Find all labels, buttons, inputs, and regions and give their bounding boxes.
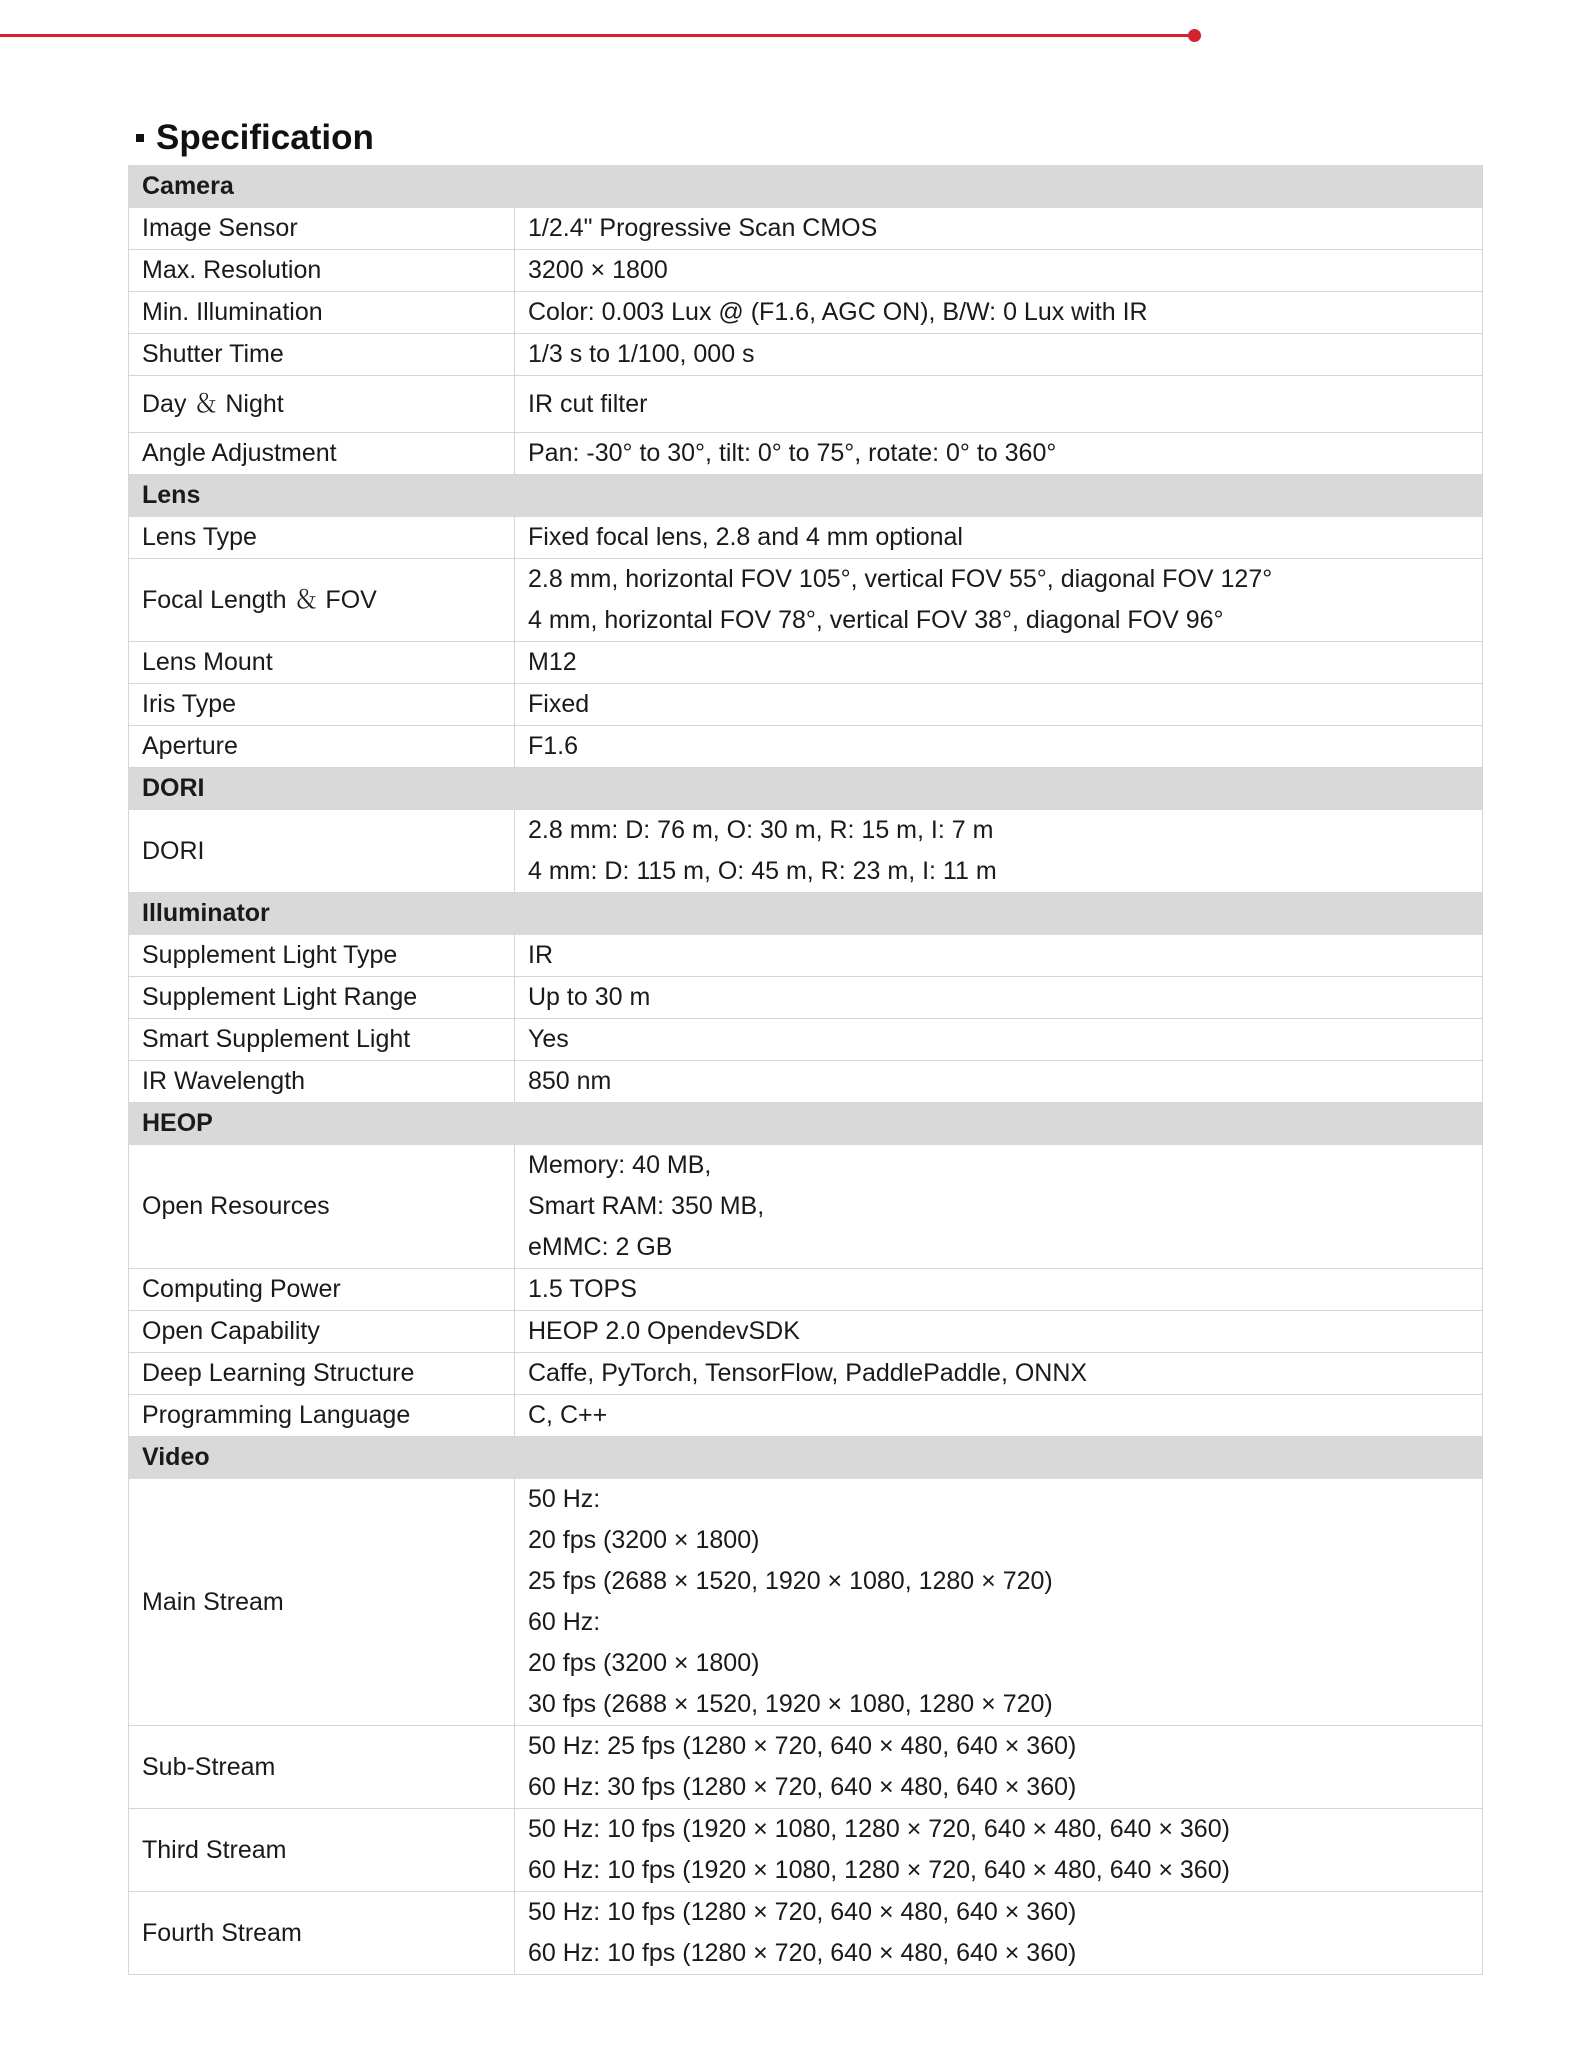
spec-value [515,292,1483,334]
header-rule [0,34,1196,37]
spec-label: Third Stream [129,1809,515,1892]
spec-row [129,1395,1483,1437]
spec-label: IR Wavelength [129,1061,515,1103]
spec-row [129,1892,1483,1975]
page-title-text: Specification [156,118,374,157]
spec-label: Smart Supplement Light [129,1019,515,1061]
spec-row [129,1726,1483,1809]
spec-value-line: 1/2.4" Progressive Scan CMOS [528,214,878,242]
spec-row [129,517,1483,559]
spec-row [129,250,1483,292]
spec-value-line: 1/3 s to 1/100, 000 s [528,340,755,368]
spec-row [129,334,1483,376]
spec-row [129,292,1483,334]
spec-value [515,1145,1483,1269]
spec-value-line: C, C++ [528,1401,608,1429]
spec-label: Programming Language [129,1395,515,1437]
spec-label: Focal Length ＆ FOV [129,559,515,642]
spec-value-line: 850 nm [528,1067,612,1095]
spec-label: Angle Adjustment [129,433,515,475]
spec-value [515,642,1483,684]
spec-value [515,726,1483,768]
spec-value-line: 60 Hz: 30 fps (1280 × 720, 640 × 480, 640 × 360) [528,1773,1077,1801]
spec-label: Lens Mount [129,642,515,684]
spec-value-line: Up to 30 m [528,983,651,1011]
spec-row [129,208,1483,250]
section-header-row [129,1437,1483,1479]
spec-value-line: Fixed [528,690,590,718]
spec-value-line: 2.8 mm, horizontal FOV 105°, vertical FOV 55°, diagonal FOV 127° [528,565,1273,593]
spec-row [129,1311,1483,1353]
section-header-row [129,166,1483,208]
spec-label: Lens Type [129,517,515,559]
spec-table-body [129,166,1483,1975]
spec-value-line: 25 fps (2688 × 1520, 1920 × 1080, 1280 × 720) [528,1567,1053,1595]
spec-label: Fourth Stream [129,1892,515,1975]
spec-label: Iris Type [129,684,515,726]
spec-label: Sub-Stream [129,1726,515,1809]
section-title: Lens [129,475,1483,517]
header-rule-dot [1188,29,1201,42]
spec-value [515,1269,1483,1311]
bullet-icon [136,134,144,142]
spec-value-line: IR [528,941,553,969]
spec-label: Supplement Light Type [129,935,515,977]
spec-value-line: 60 Hz: 10 fps (1280 × 720, 640 × 480, 640 × 360) [528,1939,1077,1967]
spec-row [129,559,1483,642]
spec-value-line: IR cut filter [528,389,648,418]
spec-value [515,1019,1483,1061]
section-title: Camera [129,166,1483,208]
spec-value-line: 4 mm: D: 115 m, O: 45 m, R: 23 m, I: 11 m [528,857,997,885]
section-title: Illuminator [129,893,1483,935]
spec-row [129,1809,1483,1892]
spec-value [515,977,1483,1019]
spec-row [129,1019,1483,1061]
spec-row [129,1479,1483,1726]
spec-label: Aperture [129,726,515,768]
spec-value [515,935,1483,977]
spec-value-line: 3200 × 1800 [528,256,668,284]
spec-row [129,810,1483,893]
spec-value [515,1479,1483,1726]
spec-row [129,684,1483,726]
spec-value [515,1061,1483,1103]
spec-label: Min. Illumination [129,292,515,334]
spec-label: Open Resources [129,1145,515,1269]
page-title [136,118,374,158]
spec-value-line: 60 Hz: 10 fps (1920 × 1080, 1280 × 720, 640 × 480, 640 × 360) [528,1856,1230,1884]
spec-value [515,250,1483,292]
spec-value-line: 20 fps (3200 × 1800) [528,1649,760,1677]
spec-label: Main Stream [129,1479,515,1726]
spec-value-line: 60 Hz: [528,1608,601,1636]
spec-value [515,684,1483,726]
spec-row [129,1269,1483,1311]
spec-value-line: Color: 0.003 Lux @ (F1.6, AGC ON), B/W: 0 Lux with IR [528,298,1148,326]
spec-value [515,1311,1483,1353]
spec-value-line: Memory: 40 MB, [528,1151,712,1179]
section-header-row [129,893,1483,935]
spec-row [129,1145,1483,1269]
spec-value [515,1353,1483,1395]
spec-value-line: 20 fps (3200 × 1800) [528,1526,760,1554]
spec-value [515,810,1483,893]
spec-row [129,1061,1483,1103]
spec-label: Deep Learning Structure [129,1353,515,1395]
spec-row [129,376,1483,433]
spec-value-line: 50 Hz: [528,1485,601,1513]
spec-value [515,334,1483,376]
spec-value-line: Pan: -30° to 30°, tilt: 0° to 75°, rotate: 0° to 360° [528,439,1057,467]
spec-value [515,376,1483,433]
section-header-row [129,768,1483,810]
spec-label: Open Capability [129,1311,515,1353]
spec-value-line: 4 mm, horizontal FOV 78°, vertical FOV 38°, diagonal FOV 96° [528,606,1224,634]
spec-value-line: Fixed focal lens, 2.8 and 4 mm optional [528,523,963,551]
spec-value-line: 50 Hz: 25 fps (1280 × 720, 640 × 480, 640 × 360) [528,1732,1077,1760]
spec-value-line: Smart RAM: 350 MB, [528,1192,765,1220]
spec-value-line: HEOP 2.0 OpendevSDK [528,1317,800,1345]
spec-value-line: F1.6 [528,732,579,760]
spec-value [515,1809,1483,1892]
spec-value [515,517,1483,559]
spec-value [515,1892,1483,1975]
spec-row [129,977,1483,1019]
spec-value [515,1395,1483,1437]
spec-row [129,726,1483,768]
section-title: DORI [129,768,1483,810]
spec-value-line: M12 [528,648,577,676]
spec-value-line: 50 Hz: 10 fps (1920 × 1080, 1280 × 720, 640 × 480, 640 × 360) [528,1815,1230,1843]
spec-value-line: 30 fps (2688 × 1520, 1920 × 1080, 1280 × 720) [528,1690,1053,1718]
spec-label: Image Sensor [129,208,515,250]
section-header-row [129,475,1483,517]
spec-value-line: Caffe, PyTorch, TensorFlow, PaddlePaddle, ONNX [528,1359,1088,1387]
spec-label: Computing Power [129,1269,515,1311]
spec-row [129,433,1483,475]
spec-value-line: 1.5 TOPS [528,1275,637,1303]
spec-value-line: 2.8 mm: D: 76 m, O: 30 m, R: 15 m, I: 7 m [528,816,994,844]
spec-value [515,208,1483,250]
section-title: HEOP [129,1103,1483,1145]
spec-label: Max. Resolution [129,250,515,292]
spec-row [129,1353,1483,1395]
spec-value [515,1726,1483,1809]
spec-value-line: 50 Hz: 10 fps (1280 × 720, 640 × 480, 640 × 360) [528,1898,1077,1926]
spec-label: DORI [129,810,515,893]
spec-value-line: Yes [528,1025,569,1053]
spec-table [128,165,1483,1975]
section-title: Video [129,1437,1483,1479]
spec-value [515,559,1483,642]
spec-label: Shutter Time [129,334,515,376]
spec-label: Supplement Light Range [129,977,515,1019]
spec-value-line: eMMC: 2 GB [528,1233,673,1261]
spec-row [129,642,1483,684]
spec-row [129,935,1483,977]
section-header-row [129,1103,1483,1145]
spec-label: Day ＆ Night [129,376,515,433]
spec-value [515,433,1483,475]
